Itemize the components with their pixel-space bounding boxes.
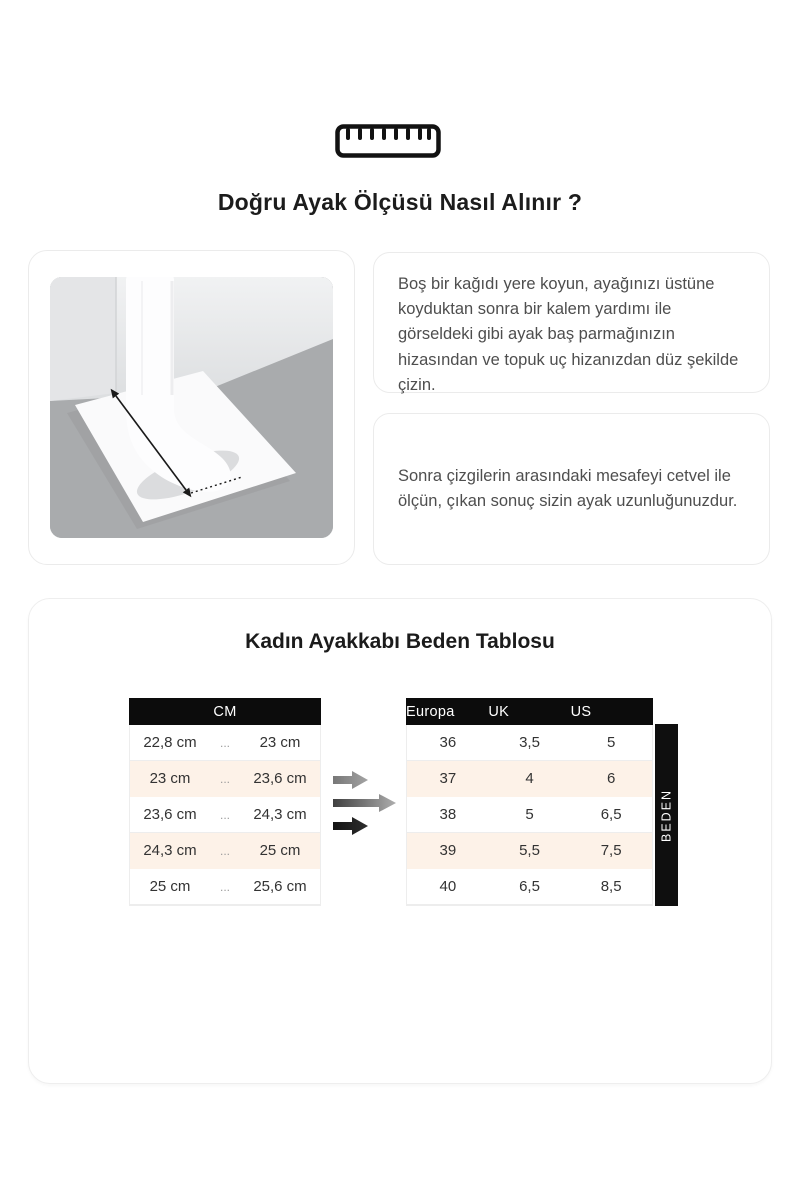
- size-table-header-row: [406, 698, 653, 725]
- size-us: 6: [606, 770, 616, 787]
- cm-from: 23,6 cm: [143, 806, 197, 823]
- cm-to: 25 cm: [259, 842, 301, 859]
- page-title: Doğru Ayak Ölçüsü Nasıl Alınır ?: [217, 189, 583, 215]
- ruler-icon: [335, 124, 441, 158]
- size-table-row: [407, 833, 652, 869]
- range-dots: ...: [219, 807, 230, 822]
- size-eu: 36: [439, 734, 457, 751]
- foot-on-paper-illustration: [50, 277, 333, 538]
- size-eu: 38: [439, 806, 457, 823]
- cm-to: 23,6 cm: [253, 770, 307, 787]
- range-dots: ...: [219, 879, 230, 894]
- foot-measurement-photo: [50, 277, 333, 538]
- cm-table-row: [130, 797, 320, 833]
- cm-table-header: CM: [129, 698, 321, 725]
- cm-from: 23 cm: [149, 770, 191, 787]
- cm-to: 25,6 cm: [253, 878, 307, 895]
- cm-table-row: [130, 725, 320, 761]
- beden-side-label: BEDEN: [655, 724, 678, 906]
- cm-from: 24,3 cm: [143, 842, 197, 859]
- instruction-step-2-text: Sonra çizgilerin arasındaki mesafeyi cetvel ile ölçün, çıkan sonuç sizin ayak uzunluğunuzdur.: [398, 466, 738, 510]
- size-uk: 5,5: [519, 842, 540, 859]
- cm-table-row: [130, 869, 320, 905]
- foot-measurement-photo-card: [28, 250, 355, 565]
- instruction-step-2: [373, 413, 770, 565]
- cm-to: 23 cm: [259, 734, 301, 751]
- size-us: 7,5: [600, 842, 622, 859]
- size-table-row: [407, 761, 652, 797]
- size-uk: 5: [525, 806, 534, 823]
- size-table-header-us: US: [570, 703, 592, 720]
- size-us: 5: [606, 734, 616, 751]
- range-dots: ...: [219, 771, 230, 786]
- cm-table-row: [130, 761, 320, 797]
- size-conversion-table: [406, 698, 653, 906]
- instruction-step-1: [373, 252, 770, 393]
- size-chart-title: Kadın Ayakkabı Beden Tablosu: [245, 630, 555, 653]
- size-eu: 39: [439, 842, 457, 859]
- size-table-row: [407, 869, 652, 905]
- size-uk: 4: [525, 770, 534, 787]
- cm-to: 24,3 cm: [253, 806, 307, 823]
- size-us: 8,5: [600, 878, 622, 895]
- range-dots: ...: [219, 843, 230, 858]
- cm-table-row: [130, 833, 320, 869]
- cm-from: 22,8 cm: [143, 734, 197, 751]
- conversion-arrows-icon: [332, 769, 402, 851]
- size-eu: 40: [439, 878, 457, 895]
- size-uk: 3,5: [519, 734, 540, 751]
- cm-range-table: [129, 698, 321, 906]
- cm-from: 25 cm: [149, 878, 191, 895]
- range-dots: ...: [219, 735, 230, 750]
- size-table-row: [407, 725, 652, 761]
- size-eu: 37: [439, 770, 457, 787]
- size-table-row: [407, 797, 652, 833]
- size-chart-card: [28, 598, 772, 1084]
- size-uk: 6,5: [519, 878, 540, 895]
- size-us: 6,5: [600, 806, 622, 823]
- size-table-header-europa: Europa: [406, 703, 455, 720]
- instruction-step-1-text: Boş bir kağıdı yere koyun, ayağınızı üstüne koyduktan sonra bir kalem yardımı ile görseldeki gibi ayak baş parmağınızın hizasından ve topuk uç hizanızdan düz şekilde çizin.: [398, 275, 739, 394]
- size-table-header-uk: UK: [488, 703, 510, 720]
